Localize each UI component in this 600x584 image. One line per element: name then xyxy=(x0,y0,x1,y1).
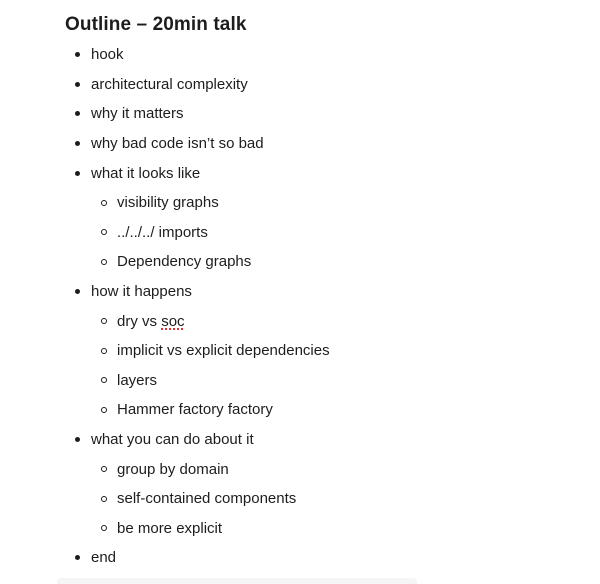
bullet-icon xyxy=(75,437,80,442)
circle-bullet-icon xyxy=(101,377,107,383)
list-item[interactable] xyxy=(65,425,600,543)
list-item-label: hook xyxy=(91,46,124,64)
list-item[interactable] xyxy=(65,247,600,277)
outline-sublist xyxy=(65,454,600,543)
list-item[interactable] xyxy=(65,395,600,425)
circle-bullet-icon xyxy=(101,318,107,324)
bullet-icon xyxy=(75,111,80,116)
circle-bullet-icon xyxy=(101,259,107,265)
list-item[interactable] xyxy=(65,70,600,100)
list-item-label: what it looks like xyxy=(91,164,201,182)
list-item-label: layers xyxy=(117,371,158,389)
list-item-label: why it matters xyxy=(91,105,184,123)
list-item[interactable] xyxy=(65,543,600,573)
list-item-label: implicit vs explicit dependencies xyxy=(117,342,330,360)
circle-bullet-icon xyxy=(101,348,107,354)
list-item[interactable] xyxy=(65,454,600,484)
list-item-label: why bad code isn’t so bad xyxy=(91,135,264,153)
list-item-label: ../../../ imports xyxy=(117,223,208,241)
page-title: Outline – 20min talk xyxy=(65,14,247,35)
list-item[interactable] xyxy=(65,99,600,129)
list-item-label: Hammer factory factory xyxy=(117,401,273,419)
bullet-icon xyxy=(75,555,80,560)
list-item-label: Dependency graphs xyxy=(117,253,252,271)
circle-bullet-icon xyxy=(101,200,107,206)
list-item-label: visibility graphs xyxy=(117,194,219,212)
list-item-label: architectural complexity xyxy=(91,75,248,93)
circle-bullet-icon xyxy=(101,496,107,502)
list-item[interactable] xyxy=(65,336,600,366)
outline-list xyxy=(65,40,600,573)
bullet-icon xyxy=(75,171,80,176)
bullet-icon xyxy=(75,289,80,294)
list-item[interactable] xyxy=(65,188,600,218)
list-item[interactable] xyxy=(65,366,600,396)
list-item-label: end xyxy=(91,549,117,567)
list-item-label: self-contained components xyxy=(117,490,297,508)
list-item[interactable] xyxy=(65,158,600,276)
circle-bullet-icon xyxy=(101,525,107,531)
bullet-icon xyxy=(75,82,80,87)
misspelled-word[interactable]: soc xyxy=(161,312,185,330)
bullet-icon xyxy=(75,141,80,146)
list-item[interactable] xyxy=(65,514,600,544)
list-item-label: be more explicit xyxy=(117,519,223,537)
circle-bullet-icon xyxy=(101,466,107,472)
list-item[interactable] xyxy=(65,306,600,336)
list-item[interactable] xyxy=(65,40,600,70)
list-item[interactable] xyxy=(65,129,600,159)
outline-sublist xyxy=(65,188,600,277)
list-item-label: what you can do about it xyxy=(91,431,254,449)
circle-bullet-icon xyxy=(101,229,107,235)
list-item[interactable] xyxy=(65,277,600,425)
list-item[interactable] xyxy=(65,484,600,514)
outline-sublist xyxy=(65,306,600,424)
circle-bullet-icon xyxy=(101,407,107,413)
divider-block xyxy=(57,578,417,584)
list-item[interactable] xyxy=(65,218,600,248)
list-item-label xyxy=(117,313,185,330)
list-item-label-text: dry vs xyxy=(117,312,162,330)
list-item-label: how it happens xyxy=(91,283,192,301)
bullet-icon xyxy=(75,52,80,57)
list-item-label: group by domain xyxy=(117,460,229,478)
